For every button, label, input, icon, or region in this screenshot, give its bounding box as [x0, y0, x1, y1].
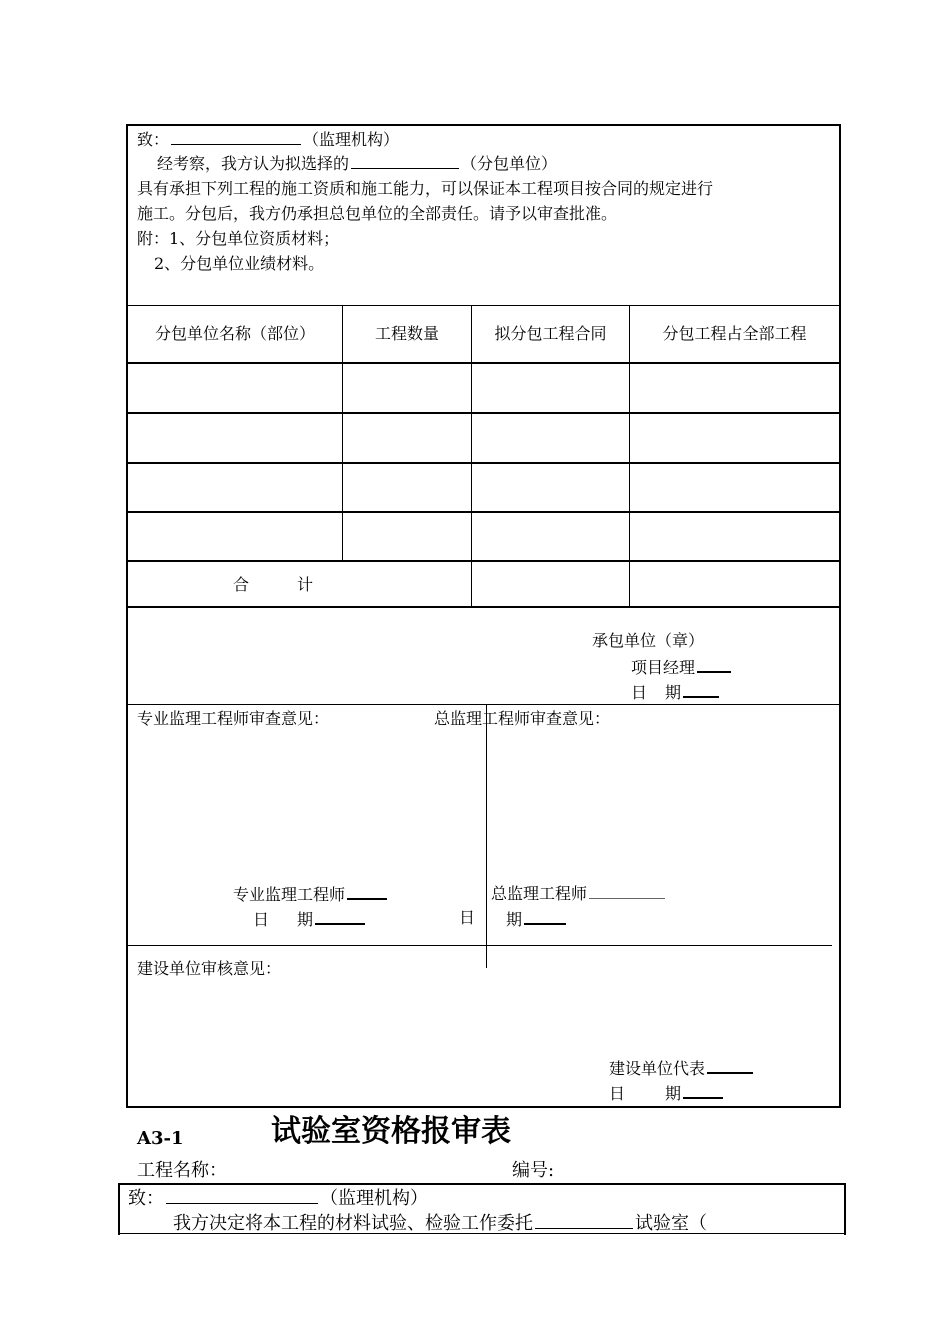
table-line-v2 [471, 305, 472, 607]
chief-date-blank[interactable] [524, 907, 566, 925]
contractor-seal: 承包单位（章） [592, 631, 705, 650]
attachment-1: 附：1、分包单位资质材料； [137, 229, 340, 248]
form-border-top [126, 124, 841, 126]
number-label: 编号: [512, 1160, 555, 1181]
table-line-h3 [126, 462, 841, 464]
project-manager-line: 项目经理 [631, 655, 733, 679]
table-line-h2 [126, 412, 841, 414]
specialist-opinion-label: 专业监理工程师审查意见： [137, 709, 330, 728]
table-line-h4 [126, 511, 841, 513]
chief-opinion-label: 总监理工程师审查意见： [434, 709, 611, 728]
table-line-h6 [126, 606, 841, 608]
to-line [137, 128, 399, 151]
lower-border-top [118, 1183, 846, 1185]
specialist-date-line: 日 期 [253, 907, 367, 931]
chief-engineer-line: 总监理工程师 [491, 882, 667, 905]
header-percentage: 分包工程占全部工程 [662, 324, 807, 343]
to-suffix: （监理机构） [303, 130, 400, 149]
lower-to-line: 致： （监理机构） [128, 1188, 428, 1209]
specialist-engineer-blank[interactable] [347, 882, 387, 900]
supervision-agency-blank[interactable] [171, 128, 301, 145]
specialist-date-blank[interactable] [315, 907, 365, 925]
laboratory-blank[interactable] [535, 1212, 633, 1229]
lower-intro-line: 我方决定将本工程的材料试验、检验工作委托 试验室（ [173, 1213, 707, 1234]
specialist-engineer-line: 专业监理工程师 [233, 882, 389, 906]
lower-supervision-blank[interactable] [166, 1187, 318, 1204]
contractor-date-blank[interactable] [683, 680, 719, 698]
table-line-h0 [126, 305, 841, 306]
table-line-h5 [126, 560, 841, 562]
table-line-h1 [126, 362, 841, 364]
chief-date-day: 日 [459, 908, 476, 927]
header-contract: 拟分包工程合同 [494, 324, 607, 343]
total-label: 合 计 [233, 575, 314, 594]
subcontractor-blank[interactable] [351, 152, 459, 169]
header-quantity: 工程数量 [374, 324, 439, 343]
lower-border-left [118, 1183, 120, 1235]
lower-border-right [844, 1183, 846, 1235]
header-subcontractor-name: 分包单位名称（部位） [154, 324, 315, 343]
contractor-date-line: 日 期 [631, 680, 721, 704]
opinion-divider-bottom [126, 945, 832, 946]
chief-date-line: 期 [506, 907, 568, 931]
form-border-bottom [126, 1106, 841, 1108]
opinion-divider-vertical [486, 704, 487, 968]
owner-opinion-label: 建设单位审核意见： [137, 959, 282, 978]
intro-line-3: 施工。分包后，我方仍承担总包单位的全部责任。请予以审查批准。 [137, 204, 618, 223]
owner-rep-line: 建设单位代表 [609, 1056, 755, 1080]
chief-engineer-blank[interactable] [589, 882, 665, 899]
opinion-divider-top [126, 704, 841, 705]
form-border-left [126, 124, 128, 1108]
form-border-right [839, 124, 841, 1108]
form-code: A3-1 [137, 1128, 184, 1149]
owner-date-blank[interactable] [683, 1081, 723, 1099]
owner-date-line: 日 期 [609, 1081, 725, 1105]
project-name-label: 工程名称： [137, 1160, 227, 1181]
owner-rep-blank[interactable] [707, 1056, 753, 1074]
form-title: 试验室资格报审表 [271, 1114, 511, 1149]
intro-line-1: 经考察，我方认为拟选择的 （分包单位） [157, 154, 558, 173]
project-manager-blank[interactable] [697, 655, 731, 673]
table-line-v3 [629, 305, 630, 607]
attachment-2: 2、分包单位业绩材料。 [154, 254, 325, 273]
to-prefix: 致： [137, 130, 170, 149]
intro-line-2: 具有承担下列工程的施工资质和施工能力，可以保证本工程项目按合同的规定进行 [137, 179, 714, 198]
